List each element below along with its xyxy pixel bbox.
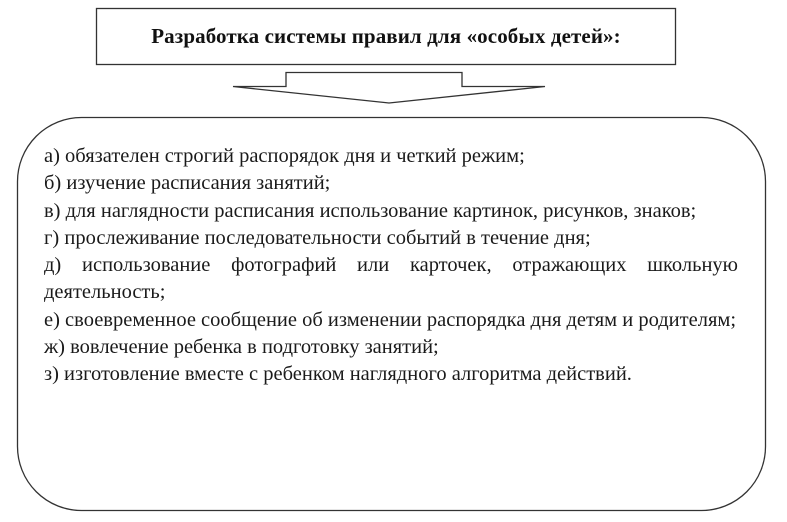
rule-item-g: ж) вовлечение ребенка в подготовку занятий; [44, 336, 439, 359]
rule-item-d: г) прослеживание последовательности событий в течение дня; [44, 226, 591, 249]
rule-item-f: е) своевременное сообщение об изменении распорядка дня детям и родителям; [44, 308, 737, 331]
rule-item-c: в) для наглядности расписания использование картинок, рисунков, знаков; [44, 199, 697, 222]
rule-item-a: а) обязателен строгий распорядок дня и четкий режим; [44, 145, 525, 167]
title-box [96, 8, 676, 64]
rule-item-h: з) изготовление вместе с ребенком наглядного алгоритма действий. [44, 363, 632, 386]
rule-item-b: б) изучение расписания занятий; [44, 172, 331, 195]
diagram-title: Разработка системы правил для «особых детей»: [151, 23, 621, 48]
rule-item-e: д) использование фотографий или карточек, отражающих школьную деятельность; [44, 254, 738, 304]
rules-list [44, 143, 738, 389]
down-arrow-shape [233, 73, 545, 104]
